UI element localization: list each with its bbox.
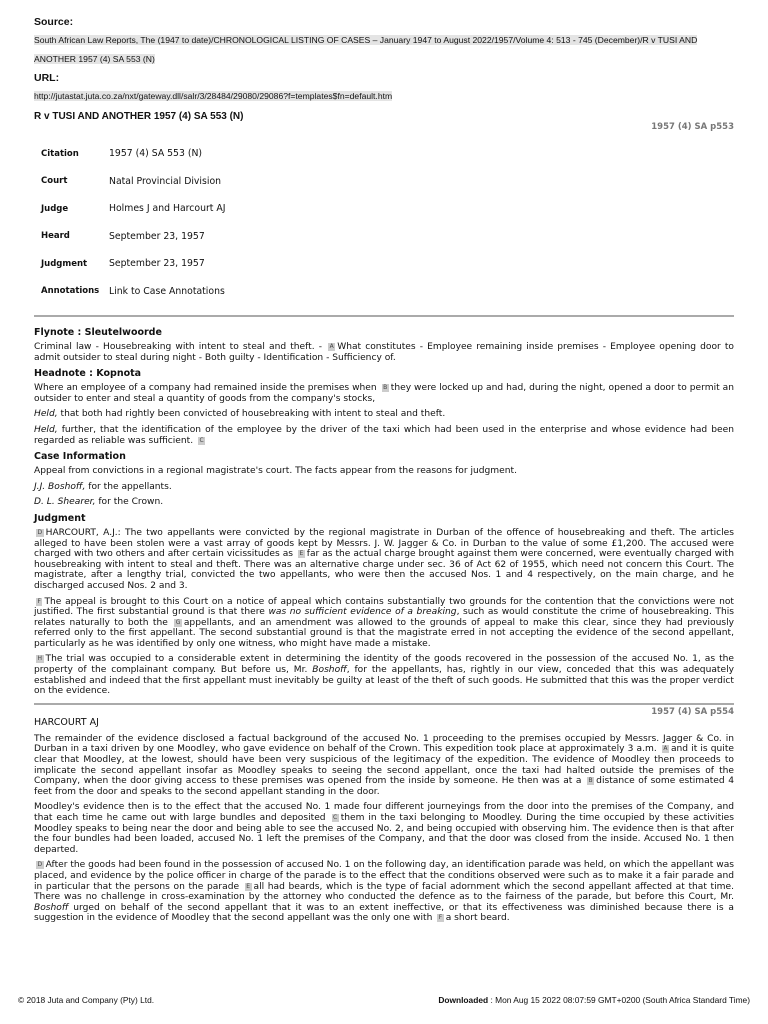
judgment-paragraph: The remainder of the evidence disclosed a factual background of the accused No. 1 proceeding to the premises occupied by Messrs. Jagger & Co. in Durban in a taxi driven by one Moodley, who gave evidence on behalf of the Crown. This expedition took place at approximately 3 a.m. A and it is quite clear that Moodley, at the lowest, should have been very suspicious of the legitimacy of the expedition. The evidence of Moodley then proceeds to implicate the second appellant insofar as Moodley speaks to seeing the second appellant, once the taxi had halted outside the premises of the Company, when the door giving access to these premises was opened from the inside by someone. He then was at a B distance of some estimated 4 feet from the door and speaks to the second appellant standing in the door.: [34, 733, 734, 797]
case-info-paragraph: Appeal from convictions in a regional magistrate's court. The facts appear from the reasons for judgment.: [34, 466, 517, 477]
meta-key: Judgment: [41, 258, 88, 269]
meta-value: September 23, 1957: [109, 258, 205, 270]
source-label: Source:: [34, 16, 74, 28]
meta-key: Heard: [41, 231, 70, 242]
meta-row-judge: [40, 195, 227, 223]
case-info-paragraph: J.J. Boshoff, for the appellants.: [34, 481, 172, 492]
margin-marker: D: [37, 861, 43, 869]
meta-row-court: [40, 168, 227, 196]
meta-row-citation: [40, 140, 227, 168]
copyright-text: © 2018 Juta and Company (Pty) Ltd.: [18, 995, 155, 1005]
url-link[interactable]: http://jutastat.juta.co.za/nxt/gateway.dll/salr/3/28484/29080/29086?f=templates$fn=default.htm: [34, 91, 393, 101]
meta-value: September 23, 1957: [109, 230, 205, 242]
page-reference: 1957 (4) SA p554: [651, 706, 734, 717]
document-page: [34, 16, 734, 929]
judge-running-head: HARCOURT AJ: [34, 716, 99, 728]
margin-marker: B: [588, 777, 593, 785]
judgment-paragraph: Moodley's evidence then is to the effect that the accused No. 1 made four different journeyings from the door into the premises of the Company, and that each time he came out with large bundles and deposited C them in the taxi belonging to Moodley. During the time occupied by these activities Moodley speaks to being near the door and being able to see the accused No. 2, and being occupied with observing him. The evidence then is that after the four bundles had been loaded, accused No. 1 left the premises of the Company, and that the door was closed from the inside. Accused No. 1 then departed.: [34, 802, 734, 855]
meta-key: Annotations: [41, 286, 100, 297]
case-metadata-table: [40, 140, 227, 305]
headnote-paragraph: Held, that both had rightly been convicted of housebreaking with intent to steal and theft.: [34, 409, 446, 420]
margin-marker: F: [438, 914, 443, 922]
meta-key: Citation: [41, 148, 79, 159]
url-block: [34, 72, 734, 103]
headnote-paragraph: Where an employee of a company had remained inside the premises when B they were locked up and had, during the night, opened a door to permit an outsider to enter and steal a quantity of goods from the company's stocks,: [34, 383, 734, 404]
meta-key: Judge: [41, 203, 69, 214]
page-divider: [34, 703, 734, 705]
meta-key: Court: [41, 176, 68, 187]
judgment-paragraph: D HARCOURT, A.J.: The two appellants were convicted by the regional magistrate in Durban of the offence of housebreaking and theft. The articles alleged to have been stolen were a vast array of goods kept by Messrs. J. W. Jagger & Co. in Durban to the value of some £1,200. The accused were charged with two others and after certain vicissitudes as E far as the actual charge brought against them were concerned, were eventually charged with housebreaking with intent to steal and theft. There was an alternative charge under sec. 36 of Act 62 of 1955, which need not concern this Court. The magistrate, after a lengthy trial, convicted the two appellants, who were then the accused Nos. 1 and 4 respectively, on the main charge, and he discharged accused Nos. 2 and 3.: [34, 527, 734, 591]
source-block: [34, 16, 734, 66]
section-divider: [34, 315, 734, 317]
annotations-link[interactable]: Link to Case Annotations: [109, 285, 225, 297]
margin-marker: E: [299, 550, 304, 558]
download-info: [438, 995, 750, 1005]
judgment-paragraph: H The trial was occupied to a considerable extent in determining the identity of the goods recovered in the possession of the accused No. 1, as the property of the complainant company. But before us, Mr. Boshoff, for the appellants, has, rightly in our view, conceded that this was adequately established and indeed that the first appellant must inevitably be guilty at least of the theft of such goods. He submitted that this was the proper verdict on the evidence.: [34, 654, 734, 697]
headnote-heading: Headnote : Kopnota: [34, 368, 142, 380]
url-label: URL:: [34, 72, 60, 84]
judgment-paragraph: D After the goods had been found in the possession of accused No. 1 on the following day, an identification parade was held, on which the appellant was placed, and evidence by the police officer in charge of the parade is to the effect that the conditions observed were such as to make it a fair parade and in particular that the persons on the parade E all had beards, which is the type of facial adornment which the second appellant affected at that time. There was no challenge in cross-examination by the attorney who conducted the defence as to the fairness of the parade, but before this Court, Mr. Boshoff urged on behalf of the second appellant that it was to an extent ineffective, or that its effectiveness was diminished because there is a suggestion in the evidence of Moodley that the second appellant was the only one with F a short beard.: [34, 860, 734, 924]
case-info-paragraph: D. L. Shearer, for the Crown.: [34, 497, 164, 508]
meta-value: Holmes J and Harcourt AJ: [109, 203, 226, 215]
flynote-heading: Flynote : Sleutelwoorde: [34, 327, 162, 338]
margin-marker: G: [175, 618, 181, 626]
meta-row-judgment: [40, 250, 227, 278]
margin-marker: C: [199, 436, 204, 444]
margin-marker: A: [663, 745, 668, 753]
downloaded-label: Downloaded: [438, 995, 489, 1005]
meta-value: 1957 (4) SA 553 (N): [109, 148, 203, 160]
meta-row-heard: [40, 223, 227, 251]
margin-marker: C: [333, 814, 338, 821]
headnote-paragraph: Held, further, that the identification of the employee by the driver of the taxi which had been used in the enterprise and whose evidence had been regarded as reliable was sufficient. C: [34, 424, 734, 446]
source-text: South African Law Reports, The (1947 to date)/CHRONOLOGICAL LISTING OF CASES – January 1947 to August 2022/1957/Volume 4: 513 - 745 (December)/R v TUSI AND ANOTHER 1957 (4) SA 553 (N): [34, 35, 698, 64]
margin-marker: F: [37, 597, 41, 605]
downloaded-value: : Mon Aug 15 2022 08:07:59 GMT+0200 (South Africa Standard Time): [490, 995, 750, 1005]
flynote-text: Criminal law - Housebreaking with intent to steal and theft. - A What constitutes - Employee remaining inside premises - Employee opening door to admit outsider to steal during night - Both guilty - Identification - Sufficiency of.: [34, 342, 734, 363]
meta-row-annotations: [40, 278, 227, 306]
margin-marker: D: [37, 528, 43, 536]
judgment-paragraph: F The appeal is brought to this Court on a notice of appeal which contains substantially two grounds for the contention that the convictions were not justified. The first substantial ground is that there was no sufficient evidence of a breaking, such as would constitute the crime of housebreaking. This relates naturally to both the G appellants, and an amendment was allowed to the grounds of appeal to make this clear, since they had previously referred only to the first appellant. The second substantial ground is that the magistrate erred in not accepting the evidence of the second appellant, particularly as he was identified by only one witness, who might have made a mistake.: [34, 596, 734, 649]
margin-marker: H: [37, 655, 43, 663]
margin-marker: E: [246, 882, 250, 890]
page-footer: [18, 995, 750, 1005]
page-reference: 1957 (4) SA p553: [651, 122, 734, 132]
margin-marker: A: [329, 343, 334, 350]
meta-value: Natal Provincial Division: [109, 175, 222, 187]
case-title: R v TUSI AND ANOTHER 1957 (4) SA 553 (N): [34, 111, 244, 122]
judgment-heading: Judgment: [34, 512, 86, 524]
case-info-heading: Case Information: [34, 451, 126, 463]
margin-marker: B: [383, 384, 388, 392]
